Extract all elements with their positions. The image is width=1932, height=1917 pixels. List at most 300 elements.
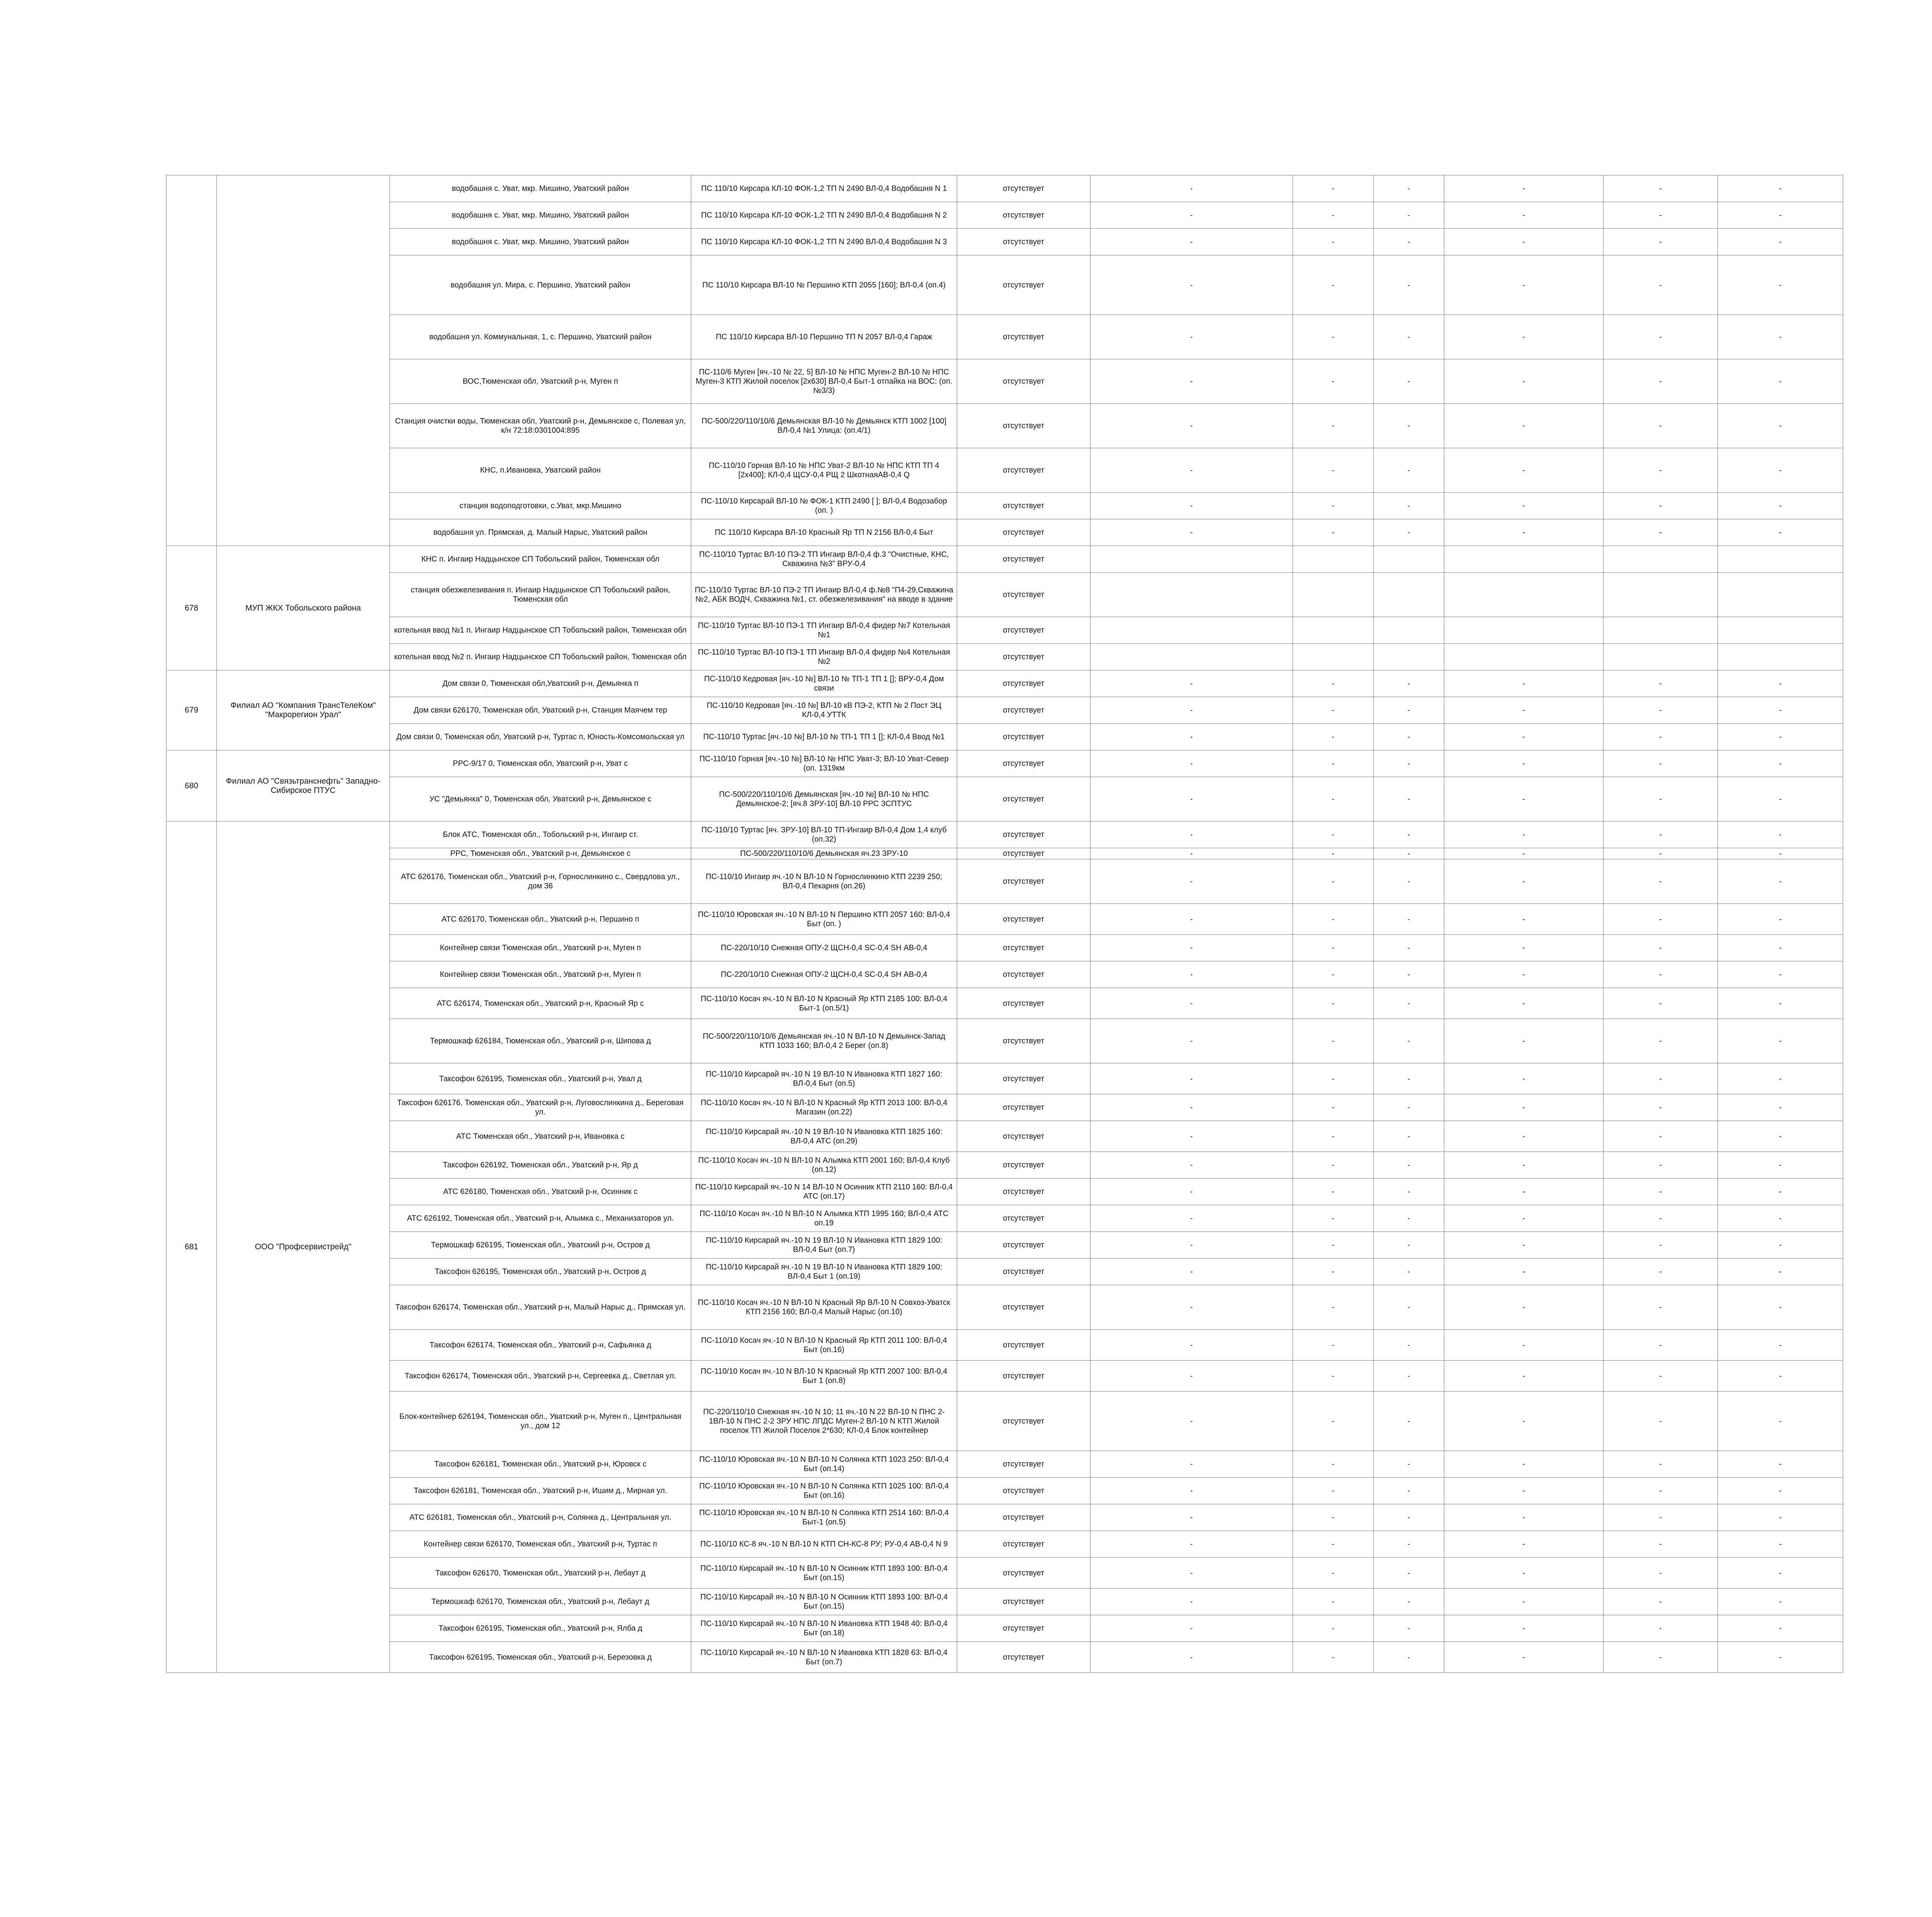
value-cell: - [1444,1451,1604,1478]
value-cell: - [1374,1205,1444,1232]
object-cell: АТС 626181, Тюменская обл., Уватский р-н, Солянка д., Центральная ул. [390,1504,691,1531]
value-cell [1604,617,1718,644]
value-cell: - [1718,1179,1843,1205]
organization-cell: Филиал АО "Компания ТрансТелеКом" "Макрорегион Урал" [217,670,390,750]
value-cell: - [1444,1361,1604,1391]
value-cell: - [1090,822,1293,848]
value-cell: - [1090,988,1293,1019]
status-cell: отсутствует [957,1330,1090,1361]
value-cell: - [1090,1615,1293,1642]
table-row [167,988,1843,1019]
value-cell [1374,546,1444,573]
value-cell: - [1293,1063,1374,1094]
object-cell: АТС Тюменская обл., Уватский р-н, Ивановка с [390,1121,691,1152]
value-cell: - [1718,935,1843,961]
value-cell: - [1374,1478,1444,1504]
value-cell: - [1718,859,1843,904]
power-source-cell: ПС-110/10 Кедровая [яч.-10 №] ВЛ-10 № ТП-1 ТП 1 []; ВРУ-0,4 Дом связи [691,670,957,697]
status-cell: отсутствует [957,1019,1090,1063]
power-source-cell: ПС-110/10 Кирсарай яч.-10 N ВЛ-10 N Осинник КТП 1893 100: ВЛ-0,4 Быт (оп.15) [691,1589,957,1615]
value-cell: - [1718,1642,1843,1673]
value-cell: - [1374,1642,1444,1673]
value-cell: - [1293,1361,1374,1391]
power-source-cell: ПС-220/10/10 Снежная ОПУ-2 ЩСН-0,4 SC-0,4 SH АВ-0,4 [691,961,957,988]
object-cell: водобашня с. Уват, мкр. Мишино, Уватский район [390,202,691,229]
object-cell: станция обезжелезивания п. Ингаир Надцынское СП Тобольский район, Тюменская обл [390,573,691,617]
table-row [167,1179,1843,1205]
table-row [167,961,1843,988]
value-cell: - [1374,1285,1444,1330]
value-cell: - [1293,777,1374,822]
value-cell: - [1444,777,1604,822]
status-cell: отсутствует [957,859,1090,904]
status-cell: отсутствует [957,1232,1090,1259]
value-cell [1604,573,1718,617]
table-row [167,1531,1843,1558]
value-cell: - [1374,1259,1444,1285]
table-row [167,1451,1843,1478]
status-cell: отсутствует [957,175,1090,202]
value-cell: - [1374,1330,1444,1361]
power-source-cell: ПС-110/10 Горная [яч.-10 №] ВЛ-10 № НПС Уват-3; ВЛ-10 Уват-Север (оп. 1319км [691,750,957,777]
value-cell: - [1090,175,1293,202]
value-cell: - [1090,1019,1293,1063]
value-cell: - [1374,229,1444,255]
value-cell: - [1374,1504,1444,1531]
value-cell: - [1718,404,1843,448]
object-cell: котельная ввод №1 п. Ингаир Надцынское СП Тобольский район, Тюменская обл [390,617,691,644]
table-row [167,1259,1843,1285]
object-cell: Контейнер связи Тюменская обл., Уватский р-н, Муген п [390,935,691,961]
row-number-cell: 680 [167,750,217,822]
value-cell: - [1090,1205,1293,1232]
value-cell: - [1293,1504,1374,1531]
value-cell: - [1604,848,1718,859]
value-cell [1718,644,1843,670]
value-cell: - [1374,1451,1444,1478]
organization-cell: ООО "Профсервистрейд" [217,822,390,1673]
value-cell: - [1293,1152,1374,1179]
value-cell: - [1090,404,1293,448]
status-cell: отсутствует [957,519,1090,546]
value-cell: - [1444,1589,1604,1615]
table-row [167,1019,1843,1063]
table-row [167,935,1843,961]
status-cell: отсутствует [957,777,1090,822]
value-cell: - [1374,859,1444,904]
value-cell [1293,644,1374,670]
status-cell: отсутствует [957,1531,1090,1558]
status-cell: отсутствует [957,202,1090,229]
value-cell: - [1293,822,1374,848]
object-cell: АТС 626174, Тюменская обл., Уватский р-н, Красный Яр с [390,988,691,1019]
value-cell: - [1718,1558,1843,1589]
value-cell: - [1090,1391,1293,1451]
value-cell: - [1444,1063,1604,1094]
value-cell: - [1090,750,1293,777]
power-source-cell: ПС-110/10 Горная ВЛ-10 № НПС Уват-2 ВЛ-10 № НПС КТП ТП 4 [2х400]; КЛ-0,4 ЩСУ-0,4 РЩ 2 ШкотнаяАВ-0,4 Q [691,448,957,493]
value-cell: - [1293,1330,1374,1361]
table-row [167,1094,1843,1121]
value-cell [1293,546,1374,573]
table-row [167,822,1843,848]
power-source-cell: ПС-110/10 Косач яч.-10 N ВЛ-10 N Красный Яр КТП 2185 100: ВЛ-0,4 Быт-1 (оп.5/1) [691,988,957,1019]
status-cell: отсутствует [957,448,1090,493]
power-source-cell: ПС-110/10 Кирсарай яч.-10 N ВЛ-10 N Ивановка КТП 1948 40: ВЛ-0,4 Быт (оп.18) [691,1615,957,1642]
value-cell: - [1090,1558,1293,1589]
value-cell: - [1604,1531,1718,1558]
value-cell: - [1718,1019,1843,1063]
value-cell: - [1090,935,1293,961]
table-row [167,1152,1843,1179]
status-cell: отсутствует [957,1615,1090,1642]
object-cell: водобашня ул. Мира, с. Першино, Уватский район [390,255,691,315]
value-cell: - [1718,1152,1843,1179]
value-cell: - [1718,697,1843,724]
value-cell: - [1604,1259,1718,1285]
value-cell: - [1604,1589,1718,1615]
value-cell: - [1718,1361,1843,1391]
value-cell: - [1374,1179,1444,1205]
value-cell: - [1718,229,1843,255]
value-cell: - [1718,493,1843,519]
object-cell: КНС п. Ингаир Надцынское СП Тобольский район, Тюменская обл [390,546,691,573]
value-cell: - [1090,1642,1293,1673]
value-cell [1718,573,1843,617]
value-cell: - [1604,519,1718,546]
value-cell: - [1718,988,1843,1019]
value-cell: - [1718,315,1843,359]
value-cell: - [1374,961,1444,988]
table-row [167,519,1843,546]
table-row [167,175,1843,202]
value-cell: - [1718,961,1843,988]
value-cell: - [1444,1330,1604,1361]
value-cell: - [1604,1094,1718,1121]
value-cell: - [1444,935,1604,961]
object-cell: АТС 626192, Тюменская обл., Уватский р-н, Алымка с., Механизаторов ул. [390,1205,691,1232]
status-cell: отсутствует [957,644,1090,670]
organization-cell: Филиал АО "Связьтранснефть" Западно-Сибирское ПТУС [217,750,390,822]
value-cell: - [1444,404,1604,448]
value-cell [1444,573,1604,617]
power-source-cell: ПС 110/10 Кирсара ВЛ-10 Першино ТП N 2057 ВЛ-0,4 Гараж [691,315,957,359]
status-cell: отсутствует [957,1063,1090,1094]
object-cell: станция водоподготовки, с.Уват, мкр.Мишино [390,493,691,519]
value-cell: - [1374,1361,1444,1391]
power-source-cell: ПС-110/10 Ингаир яч.-10 N ВЛ-10 N Горнослинкино КТП 2239 250; ВЛ-0,4 Пекарня (оп.26) [691,859,957,904]
power-source-cell: ПС-110/10 Кирсарай яч.-10 N 19 ВЛ-10 N Ивановка КТП 1829 100: ВЛ-0,4 Быт (оп.7) [691,1232,957,1259]
table-row [167,724,1843,750]
value-cell: - [1444,448,1604,493]
value-cell: - [1604,859,1718,904]
status-cell: отсутствует [957,1558,1090,1589]
value-cell: - [1090,1259,1293,1285]
value-cell: - [1374,255,1444,315]
power-source-cell: ПС-110/10 Кирсарай яч.-10 N 19 ВЛ-10 N Ивановка КТП 1829 100: ВЛ-0,4 Быт 1 (оп.19) [691,1259,957,1285]
value-cell: - [1374,1121,1444,1152]
value-cell [1374,617,1444,644]
value-cell: - [1090,1121,1293,1152]
table-row [167,670,1843,697]
table-row [167,848,1843,859]
object-cell: УС "Демьянка" 0, Тюменская обл, Уватский р-н, Демьянское с [390,777,691,822]
value-cell: - [1444,1558,1604,1589]
power-source-cell: ПС-220/10/10 Снежная ОПУ-2 ЩСН-0,4 SC-0,4 SH АВ-0,4 [691,935,957,961]
status-cell: отсутствует [957,1152,1090,1179]
table-row [167,1391,1843,1451]
object-cell: Блок АТС, Тюменская обл., Тобольский р-н, Ингаир ст. [390,822,691,848]
value-cell: - [1718,1531,1843,1558]
value-cell: - [1374,670,1444,697]
power-source-cell: ПС-500/220/110/10/6 Демьянская ВЛ-10 № Демьянск КТП 1002 [100] ВЛ-0,4 №1 Улица: (оп.4/1) [691,404,957,448]
value-cell: - [1374,175,1444,202]
power-source-cell: ПС-110/10 Кирсарай ВЛ-10 № ФОК-1 КТП 2490 [ ]; ВЛ-0,4 Водозабор (оп. ) [691,493,957,519]
value-cell: - [1090,670,1293,697]
value-cell: - [1090,1330,1293,1361]
value-cell: - [1374,1589,1444,1615]
value-cell: - [1718,1504,1843,1531]
value-cell: - [1444,848,1604,859]
table-row [167,617,1843,644]
power-source-cell: ПС-220/110/10 Снежная яч.-10 N 10; 11 яч.-10 N 22 ВЛ-10 N ПНС 2-1ВЛ-10 N ПНС 2-2 ЗРУ НПС ЛПДС Муген-2 ВЛ-10 N КТП Жилой поселок ТП Жилой Поселок 2*630; КЛ-0,4 Блок контейнер [691,1391,957,1451]
power-source-cell: ПС-110/10 Косач яч.-10 N ВЛ-10 N Алымка КТП 2001 160; ВЛ-0,4 Клуб (оп.12) [691,1152,957,1179]
value-cell: - [1718,1094,1843,1121]
status-cell: отсутствует [957,255,1090,315]
value-cell: - [1374,519,1444,546]
value-cell: - [1718,1121,1843,1152]
value-cell: - [1718,724,1843,750]
value-cell: - [1374,448,1444,493]
value-cell: - [1293,202,1374,229]
table-row [167,1478,1843,1504]
status-cell: отсутствует [957,697,1090,724]
power-source-cell: ПС-110/10 Юровская яч.-10 N ВЛ-10 N Солянка КТП 2514 160: ВЛ-0,4 Быт-1 (оп.5) [691,1504,957,1531]
value-cell: - [1090,697,1293,724]
value-cell: - [1444,750,1604,777]
object-cell: Дом связи 626170, Тюменская обл, Уватский р-н, Станция Маячем тер [390,697,691,724]
value-cell: - [1090,1152,1293,1179]
value-cell: - [1444,1232,1604,1259]
object-cell: Станция очистки воды, Тюменская обл, Уватский р-н, Демьянское с, Полевая ул, к/н 72:18:0301004:895 [390,404,691,448]
value-cell: - [1444,822,1604,848]
table-row [167,359,1843,404]
object-cell: Блок-контейнер 626194, Тюменская обл., Уватский р-н, Муген п., Центральная ул., дом 12 [390,1391,691,1451]
object-cell: КНС, п.Ивановка, Уватский район [390,448,691,493]
value-cell: - [1718,848,1843,859]
value-cell: - [1293,1285,1374,1330]
value-cell: - [1090,724,1293,750]
value-cell: - [1604,1558,1718,1589]
value-cell [1090,546,1293,573]
value-cell: - [1090,315,1293,359]
value-cell: - [1604,670,1718,697]
table-row [167,777,1843,822]
value-cell: - [1293,229,1374,255]
power-source-cell: ПС-110/10 Кирсарай яч.-10 N 14 ВЛ-10 N Осинник КТП 2110 160: ВЛ-0,4 АТС (оп.17) [691,1179,957,1205]
value-cell: - [1604,1478,1718,1504]
value-cell: - [1293,519,1374,546]
object-cell: ВОС,Тюменская обл, Уватский р-н, Муген п [390,359,691,404]
power-source-cell: ПС-110/10 Юровская яч.-10 N ВЛ-10 N Першино КТП 2057 160: ВЛ-0,4 Быт (оп. ) [691,904,957,935]
value-cell [1604,644,1718,670]
value-cell: - [1374,315,1444,359]
value-cell [1444,546,1604,573]
value-cell: - [1444,255,1604,315]
value-cell: - [1444,697,1604,724]
value-cell: - [1718,1451,1843,1478]
status-cell: отсутствует [957,1285,1090,1330]
value-cell: - [1293,1232,1374,1259]
value-cell: - [1090,961,1293,988]
object-cell: Таксофон 626181, Тюменская обл., Уватский р-н, Ишим д., Мирная ул. [390,1478,691,1504]
status-cell: отсутствует [957,904,1090,935]
value-cell: - [1604,448,1718,493]
value-cell: - [1604,961,1718,988]
value-cell [1718,617,1843,644]
value-cell: - [1090,519,1293,546]
power-source-cell: ПС 110/10 Кирсара ВЛ-10 Красный Яр ТП N 2156 ВЛ-0,4 Быт [691,519,957,546]
value-cell: - [1604,202,1718,229]
value-cell: - [1090,359,1293,404]
value-cell [1374,573,1444,617]
power-source-cell: ПС-110/10 Косач яч.-10 N ВЛ-10 N Красный Яр КТП 2007 100: ВЛ-0,4 Быт 1 (оп.8) [691,1361,957,1391]
status-cell: отсутствует [957,988,1090,1019]
value-cell: - [1718,255,1843,315]
value-cell: - [1718,750,1843,777]
value-cell: - [1090,229,1293,255]
value-cell: - [1374,1094,1444,1121]
value-cell: - [1718,359,1843,404]
value-cell: - [1293,175,1374,202]
value-cell: - [1293,859,1374,904]
power-source-cell: ПС-110/10 Кирсарай яч.-10 N ВЛ-10 N Осинник КТП 1893 100: ВЛ-0,4 Быт (оп.15) [691,1558,957,1589]
value-cell: - [1604,255,1718,315]
value-cell [1293,573,1374,617]
table-row [167,1205,1843,1232]
value-cell: - [1444,988,1604,1019]
value-cell: - [1444,1259,1604,1285]
value-cell: - [1604,1121,1718,1152]
object-cell: Термошкаф 626170, Тюменская обл., Уватский р-н, Лебаут д [390,1589,691,1615]
table-row [167,644,1843,670]
status-cell: отсутствует [957,724,1090,750]
table-row [167,750,1843,777]
table-row [167,493,1843,519]
table-row [167,448,1843,493]
value-cell: - [1444,229,1604,255]
value-cell: - [1374,1558,1444,1589]
value-cell: - [1374,202,1444,229]
value-cell: - [1444,859,1604,904]
status-cell: отсутствует [957,822,1090,848]
value-cell: - [1374,848,1444,859]
value-cell: - [1604,175,1718,202]
value-cell: - [1374,1152,1444,1179]
value-cell: - [1444,670,1604,697]
value-cell: - [1444,961,1604,988]
value-cell: - [1718,202,1843,229]
object-cell: Дом связи 0, Тюменская обл,Уватский р-н, Демьянка п [390,670,691,697]
row-number-cell: 681 [167,822,217,1673]
object-cell: Термошкаф 626184, Тюменская обл., Уватский р-н, Шипова д [390,1019,691,1063]
value-cell: - [1090,1094,1293,1121]
row-number-cell [167,175,217,546]
value-cell: - [1293,1615,1374,1642]
value-cell: - [1718,1330,1843,1361]
value-cell: - [1604,1232,1718,1259]
value-cell: - [1444,1391,1604,1451]
object-cell: Контейнер связи 626170, Тюменская обл., Уватский р-н, Туртас п [390,1531,691,1558]
power-source-cell: ПС-110/10 Косач яч.-10 N ВЛ-10 N Красный Яр КТП 2011 100: ВЛ-0,4 Быт (оп.16) [691,1330,957,1361]
value-cell: - [1604,1285,1718,1330]
value-cell: - [1293,255,1374,315]
table-row [167,1504,1843,1531]
status-cell: отсутствует [957,750,1090,777]
power-source-cell: ПС-500/220/110/10/6 Демьянская [яч.-10 №] ВЛ-10 № НПС Демьянское-2; [яч.8 ЗРУ-10] ВЛ-10 РРС ЗСПТУС [691,777,957,822]
object-cell: Таксофон 626195, Тюменская обл., Уватский р-н, Ялба д [390,1615,691,1642]
value-cell: - [1444,1615,1604,1642]
value-cell: - [1293,750,1374,777]
value-cell: - [1718,777,1843,822]
table-row [167,697,1843,724]
object-cell: Контейнер связи Тюменская обл., Уватский р-н, Муген п [390,961,691,988]
value-cell: - [1444,519,1604,546]
power-source-cell: ПС-110/10 Туртас ВЛ-10 ПЭ-2 ТП Ингаир ВЛ-0,4 ф.3 "Очистные, КНС, Скважина №3" ВРУ-0,4 [691,546,957,573]
status-cell: отсутствует [957,1478,1090,1504]
value-cell: - [1374,1063,1444,1094]
value-cell: - [1444,315,1604,359]
value-cell: - [1604,750,1718,777]
value-cell: - [1604,315,1718,359]
value-cell: - [1374,777,1444,822]
value-cell: - [1604,1152,1718,1179]
value-cell: - [1604,777,1718,822]
table-row [167,1330,1843,1361]
table-row [167,1642,1843,1673]
table-row [167,315,1843,359]
value-cell: - [1604,1063,1718,1094]
value-cell: - [1090,202,1293,229]
value-cell: - [1090,848,1293,859]
value-cell: - [1293,724,1374,750]
table-row [167,1232,1843,1259]
object-cell: Таксофон 626181, Тюменская обл., Уватский р-н, Юровск с [390,1451,691,1478]
value-cell: - [1718,670,1843,697]
value-cell: - [1293,1019,1374,1063]
value-cell: - [1444,359,1604,404]
object-cell: Дом связи 0, Тюменская обл, Уватский р-н, Туртас п, Юность-Комсомольская ул [390,724,691,750]
value-cell: - [1090,255,1293,315]
value-cell [1090,644,1293,670]
power-source-cell: ПС-110/10 Юровская яч.-10 N ВЛ-10 N Солянка КТП 1025 100: ВЛ-0,4 Быт (оп.16) [691,1478,957,1504]
value-cell: - [1090,1504,1293,1531]
value-cell: - [1293,670,1374,697]
status-cell: отсутствует [957,1205,1090,1232]
value-cell: - [1090,904,1293,935]
object-cell: АТС 626170, Тюменская обл., Уватский р-н, Першино п [390,904,691,935]
power-source-cell: ПС 110/10 Кирсара КЛ-10 ФОК-1,2 ТП N 2490 ВЛ-0,4 Водобашня N 3 [691,229,957,255]
power-source-cell: ПС 110/10 Кирсара КЛ-10 ФОК-1,2 ТП N 2490 ВЛ-0,4 Водобашня N 2 [691,202,957,229]
value-cell: - [1090,1232,1293,1259]
power-source-cell: ПС-110/10 Косач яч.-10 N ВЛ-10 N Алымка КТП 1995 160; ВЛ-0,4 АТС оп.19 [691,1205,957,1232]
power-source-cell: ПС 110/10 Кирсара ВЛ-10 № Першино КТП 2055 [160]; ВЛ-0,4 (оп.4) [691,255,957,315]
value-cell: - [1718,1259,1843,1285]
status-cell: отсутствует [957,1642,1090,1673]
value-cell: - [1604,904,1718,935]
object-cell: Таксофон 626195, Тюменская обл., Уватский р-н, Остров д [390,1259,691,1285]
organization-cell [217,175,390,546]
